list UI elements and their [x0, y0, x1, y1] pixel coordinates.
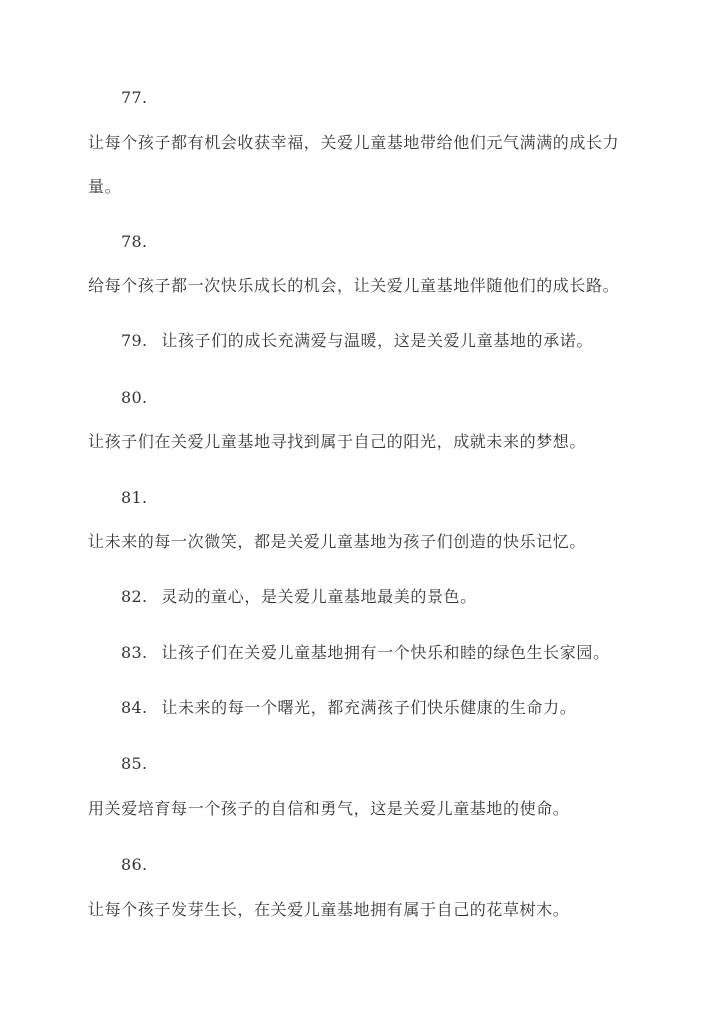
item-text-81: 让未来的每一次微笑，都是关爱儿童基地为孩子们创造的快乐记忆。 — [88, 532, 587, 551]
item-number-79: 79. — [121, 331, 148, 350]
item-text-80: 让孩子们在关爱儿童基地寻找到属于自己的阳光，成就未来的梦想。 — [88, 432, 587, 451]
item-number-82: 82. — [121, 587, 148, 606]
item-text-77-line-2: 量。 — [88, 177, 122, 196]
item-number-77: 77. — [121, 88, 148, 107]
item-number-78: 78. — [121, 232, 148, 251]
item-number-85: 85. — [121, 754, 148, 773]
item-text-85: 用关爱培育每一个孩子的自信和勇气，这是关爱儿童基地的使命。 — [88, 799, 570, 818]
item-text-82: 灵动的童心，是关爱儿童基地最美的景色。 — [161, 587, 477, 606]
item-84 — [121, 698, 576, 718]
item-text-83: 让孩子们在关爱儿童基地拥有一个快乐和睦的绿色生长家园。 — [161, 643, 610, 662]
item-82 — [121, 587, 477, 607]
item-text-86: 让每个孩子发芽生长，在关爱儿童基地拥有属于自己的花草树木。 — [88, 900, 570, 919]
item-number-83: 83. — [121, 643, 148, 662]
item-79 — [121, 331, 593, 351]
item-number-86: 86. — [121, 855, 148, 874]
item-number-80: 80. — [121, 388, 148, 407]
item-text-84: 让未来的每一个曙光，都充满孩子们快乐健康的生命力。 — [161, 698, 577, 717]
item-number-81: 81. — [121, 488, 148, 507]
item-text-79: 让孩子们的成长充满爱与温暖，这是关爱儿童基地的承诺。 — [161, 331, 593, 350]
item-text-77-line-1: 让每个孩子都有机会收获幸福，关爱儿童基地带给他们元气满满的成长力 — [88, 133, 620, 152]
item-text-78: 给每个孩子都一次快乐成长的机会，让关爱儿童基地伴随他们的成长路。 — [88, 276, 620, 295]
item-number-84: 84. — [121, 698, 148, 717]
item-83 — [121, 643, 610, 663]
